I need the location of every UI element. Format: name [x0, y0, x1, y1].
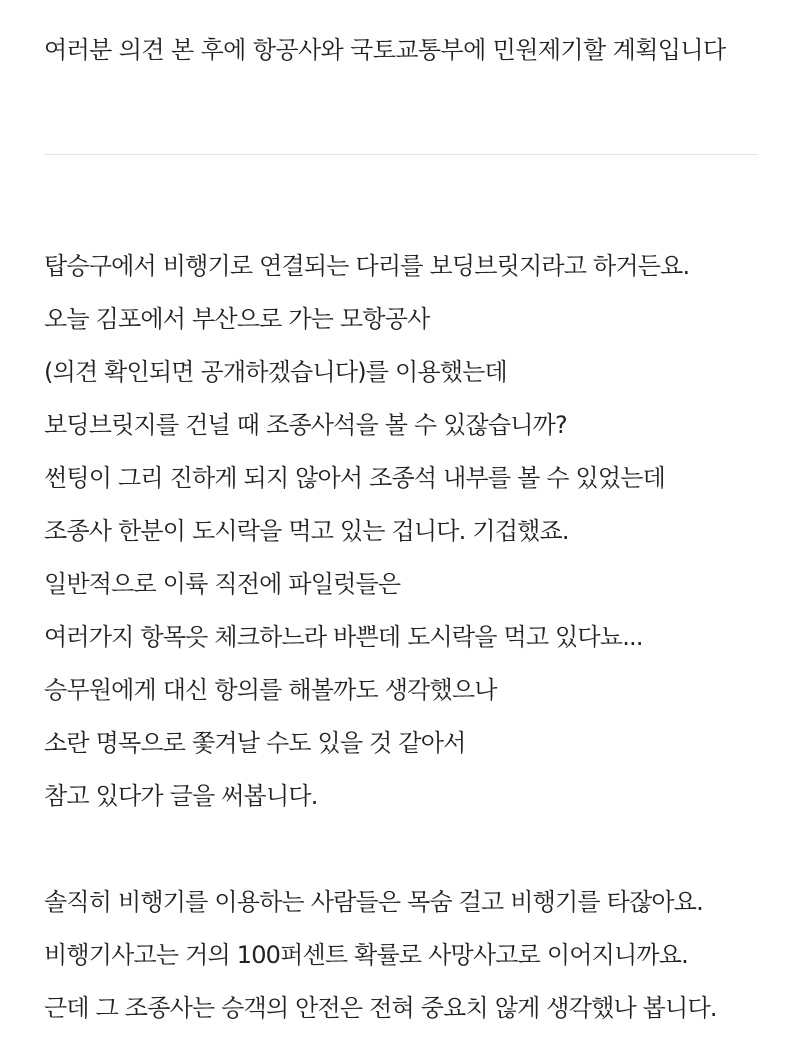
text-line: 일반적으로 이륙 직전에 파일럿들은 [44, 570, 401, 598]
text-line: 여러가지 항목읏 체크하느라 바쁜데 도시락을 먹고 있다뇨... [44, 623, 643, 651]
text-line: 썬팅이 그리 진하게 되지 않아서 조종석 내부를 볼 수 있었는데 [44, 464, 666, 492]
text-line: 조종사 한분이 도시락을 먹고 있는 겁니다. 기겁했죠. [44, 517, 569, 545]
text-line: 소란 명목으로 쫓겨날 수도 있을 것 같아서 [44, 729, 466, 757]
text-line: 승무원에게 대신 항의를 해볼까도 생각했으나 [44, 676, 497, 704]
divider [44, 154, 758, 155]
text-line: 솔직히 비행기를 이용하는 사람들은 목숨 걸고 비행기를 타잖아요. [44, 888, 703, 916]
text-line: 근데 그 조종사는 승객의 안전은 전혀 중요치 않게 생각했나 봅니다. [44, 994, 717, 1022]
text-line: 탑승구에서 비행기로 연결되는 다리를 보딩브릿지라고 하거든요. [44, 252, 690, 280]
paragraph-gap [44, 823, 774, 876]
text-line: 오늘 김포에서 부산으로 가는 모항공사 [44, 305, 430, 333]
post-title: 여러분 의견 본 후에 항공사와 국토교통부에 민원제기할 계획입니다 [44, 36, 726, 64]
text-line: 참고 있다가 글을 써봅니다. [44, 782, 318, 810]
text-line: 비행기사고는 거의 100퍼센트 확률로 사망사고로 이어지니까요. [44, 941, 688, 969]
paragraph-2 [44, 876, 774, 1035]
paragraph-1 [44, 240, 774, 823]
post-body [44, 240, 774, 1035]
text-line: (의견 확인되면 공개하겠습니다)를 이용했는데 [44, 358, 507, 386]
text-line: 보딩브릿지를 건널 때 조종사석을 볼 수 있잖습니까? [44, 411, 567, 439]
